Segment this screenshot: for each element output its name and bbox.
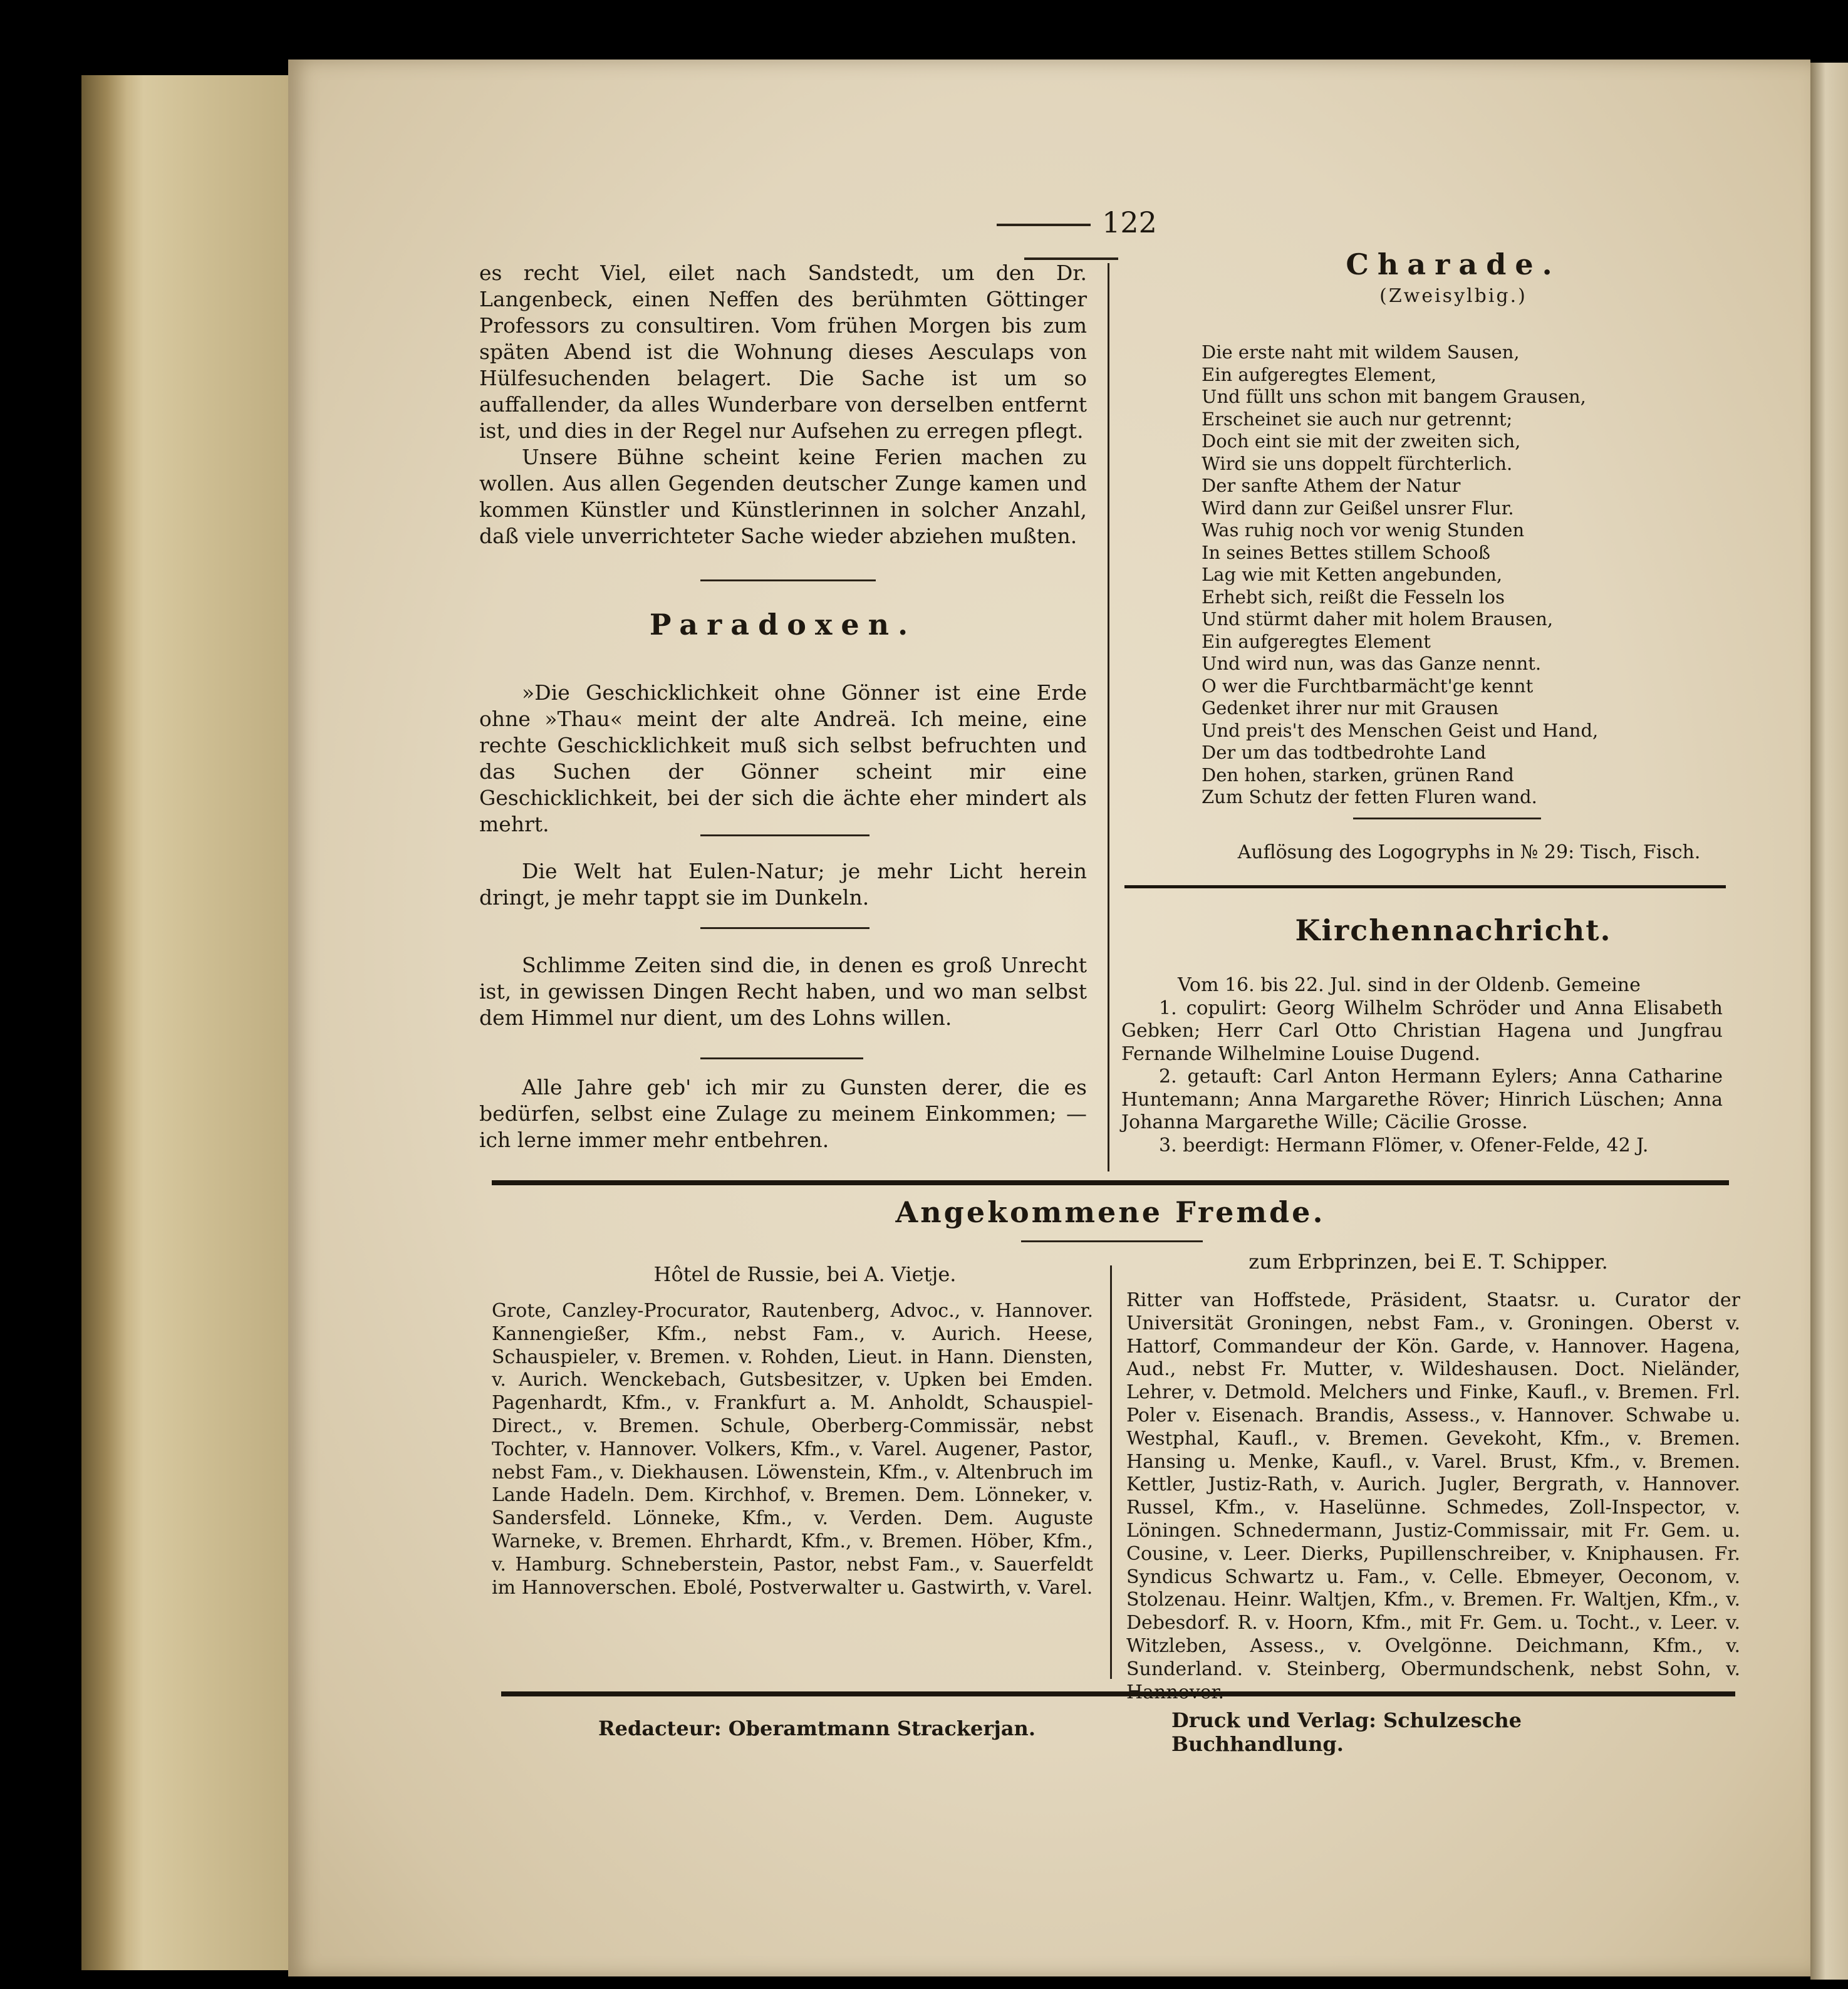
poem-line: O wer die Furchtbarmächt'ge kennt <box>1202 675 1534 697</box>
poem-line: Ein aufgeregtes Element <box>1202 630 1431 652</box>
church-paragraph: Vom 16. bis 22. Jul. sind in der Oldenb. Gemeine <box>1178 974 1641 996</box>
separator-rule <box>700 579 876 581</box>
publisher-credit: Druck und Verlag: Schulzesche Buchhandlung. <box>1171 1708 1522 1756</box>
erbprinzen-heading: zum Erbprinzen, bei E. T. Schipper. <box>1248 1250 1608 1274</box>
poem-line: Gedenket ihrer nur mit Grausen <box>1202 697 1499 719</box>
poem-line: Zum Schutz der fetten Fluren wand. <box>1202 786 1537 808</box>
paradox-text: Schlimme Zeiten sind die, in denen es groß Unrecht ist, in gewissen Dingen Recht haben, und wo man selbst dem Himmel nur dient, um des Lohns willen. <box>479 953 1087 1030</box>
separator-rule <box>700 927 869 929</box>
book-page-edges <box>81 75 288 1970</box>
fremde-column-divider <box>1110 1265 1112 1679</box>
church-news <box>1121 974 1723 1157</box>
poem-line: Wird sie uns doppelt fürchterlich. <box>1202 452 1513 474</box>
poem-line: Den hohen, starken, grünen Rand <box>1202 764 1514 786</box>
poem-line: In seines Bettes stillem Schooß <box>1202 541 1490 563</box>
paradox-text: Alle Jahre geb' ich mir zu Gunsten derer, die es bedürfen, selbst eine Zulage zu meinem Einkommen; — ich lerne immer mehr entbehren. <box>479 1075 1087 1152</box>
poem-line: Erhebt sich, reißt die Fesseln los <box>1202 586 1505 608</box>
editor-credit: Redacteur: Oberamtmann Strackerjan. <box>598 1716 1036 1740</box>
hotel-russie-heading: Hôtel de Russie, bei A. Vietje. <box>653 1262 957 1286</box>
poem-line: Ein aufgeregtes Element, <box>1202 363 1437 385</box>
church-paragraph: 1. copulirt: Georg Wilhelm Schröder und Anna Elisabeth Gebken; Herr Carl Otto Christian Hagena und Jungfrau Fernande Wilhelmine Louise Dugend. <box>1121 997 1723 1065</box>
church-paragraph: 2. getauft: Carl Anton Hermann Eylers; Anna Catharine Huntemann; Anna Margarethe Röver; Hinrich Lüschen; Anna Johanna Margarethe Wille; Cäcilie Grosse. <box>1121 1066 1723 1133</box>
poem-line: Und preis't des Menschen Geist und Hand, <box>1202 719 1599 741</box>
church-news-title: Kirchennachricht. <box>1295 913 1612 947</box>
left-article <box>479 260 1087 549</box>
poem-line: Was ruhig noch vor wenig Stunden <box>1202 519 1525 541</box>
section-rule <box>1124 885 1726 888</box>
separator-rule <box>1353 818 1541 819</box>
paradox-1 <box>479 680 1087 838</box>
poem-line: Und stürmt daher mit holem Brausen, <box>1202 608 1554 630</box>
charade-poem <box>1202 341 1765 809</box>
paradox-text: »Die Geschicklichkeit ohne Gönner ist eine Erde ohne »Thau« meint der alte Andreä. Ich meine, eine rechte Geschicklichkeit muß sich selbst befruchten und das Suchen der Gönner scheint mir eine Geschicklichkeit, bei der sich die ächte eher mindert als mehrt. <box>479 680 1087 836</box>
paradox-2 <box>479 858 1087 911</box>
article-paragraph: Unsere Bühne scheint keine Ferien machen zu wollen. Aus allen Gegenden deutscher Zunge kamen und kommen Künstler und Künstlerinnen in solcher Anzahl, daß viele unverrichteter Sache wieder abziehen mußten. <box>479 445 1087 548</box>
hotel-russie-guests: Grote, Canzley-Procurator, Rautenberg, Advoc., v. Hannover. Kannengießer, Kfm., nebst Fam., v. Aurich. Heese, Schauspieler, v. Bremen. v. Rohden, Lieut. in Hann. Diensten, v. Aurich. Wenckebach, Gutsbesitzer, v. Upken bei Emden. Pagenhardt, Kfm., v. Frankfurt a. M. Anholdt, Schauspiel-Direct., v. Bremen. Schule, Oberberg-Commissär, nebst Tochter, v. Hannover. Volkers, Kfm., v. Varel. Augener, Pastor, nebst Fam., v. Diekhausen. Löwenstein, Kfm., v. Altenbruch im Lande Hadeln. Dem. Kirchhof, v. Bremen. Dem. Lönneker, v. Sandersfeld. Lönneke, Kfm., v. Verden. Dem. Auguste Warneke, v. Bremen. Ehrhardt, Kfm., v. Bremen. Höber, Kfm., v. Hamburg. Schneberstein, Pastor, nebst Fam., v. Sauerfeldt im Hannoverschen. Ebolé, Postverwalter u. Gastwirth, v. Varel. <box>492 1300 1093 1599</box>
poem-line: Und füllt uns schon mit bangem Grausen, <box>1202 386 1586 407</box>
poem-line: Doch eint sie mit der zweiten sich, <box>1202 430 1521 452</box>
paradox-4 <box>479 1074 1087 1153</box>
separator-rule <box>1021 1240 1203 1242</box>
section-rule-thick <box>492 1180 1729 1185</box>
next-page-edge <box>1810 63 1848 1980</box>
erbprinzen-guests: Ritter van Hoffstede, Präsident, Staatsr. u. Curator der Universität Groningen, nebst Fam., v. Groningen. Oberst v. Hattorf, Commandeur der Kön. Garde, v. Hannover. Hagena, Aud., nebst Fr. Mutter, v. Wildeshausen. Doct. Nieländer, Lehrer, v. Detmold. Melchers und Finke, Kaufl., v. Bremen. Frl. Poler v. Eisenach. Brandis, Assess., v. Hannover. Schwabe u. Westphal, Kaufl., v. Bremen. Gevekoht, Kfm., v. Bremen. Hansing u. Menke, Kaufl., v. Varel. Brust, Kfm., v. Bremen. Kettler, Justiz-Rath, v. Aurich. Jugler, Bergrath, v. Hannover. Russel, Kfm., v. Haselünne. Schmedes, Zoll-Inspector, v. Löningen. Schnedermann, Justiz-Commissair, mit Fr. Gem. u. Cousine, v. Leer. Dierks, Pupillenschreiber, v. Kniphausen. Fr. Syndicus Schwartz u. Fam., v. Celle. Ebmeyer, Oeconom, v. Stolzenau. Heinr. Waltjen, Kfm., v. Bremen. Fr. Waltjen, Kfm., v. Debesdorf. R. v. Hoorn, Kfm., mit Fr. Gem. u. Tocht., v. Leer. v. Witzleben, Assess., v. Ovelgönne. Deichmann, Kfm., v. Sunderland. v. Steinberg, Obermundschenk, nebst Sohn, v. Hannover. <box>1126 1289 1740 1703</box>
separator-rule <box>700 1057 863 1059</box>
page-number-dash-left <box>997 224 1091 226</box>
article-paragraph: es recht Viel, eilet nach Sandstedt, um den Dr. Langenbeck, einen Neffen des berühmten Göttinger Professors zu consultiren. Vom frühen Morgen bis zum späten Abend ist die Wohnung dieses Aesculaps von Hülfesuchenden belagert. Die Sache ist um so auffallender, da alles Wunderbare von derselben entfernt ist, und dies in der Regel nur Aufsehen zu erregen pflegt. <box>479 261 1087 443</box>
logogryph-solution: Auflösung des Logogryphs in № 29: Tisch, Fisch. <box>1237 841 1701 863</box>
poem-line: Der sanfte Athem der Natur <box>1202 475 1461 496</box>
paradox-text: Die Welt hat Eulen-Natur; je mehr Licht herein dringt, je mehr tappt sie im Dunkeln. <box>479 859 1087 910</box>
poem-line: Und wird nun, was das Ganze nennt. <box>1202 653 1542 674</box>
poem-line: Wird dann zur Geißel unsrer Flur. <box>1202 497 1514 519</box>
fremde-title: Angekommene Fremde. <box>895 1195 1326 1229</box>
column-divider <box>1108 263 1109 1171</box>
poem-line: Der um das todtbedrohte Land <box>1202 742 1487 763</box>
page-number-text: 122 <box>1102 205 1157 239</box>
charade-title: Charade. <box>1346 247 1561 281</box>
church-paragraph: 3. beerdigt: Hermann Flömer, v. Ofener-Felde, 42 J. <box>1159 1134 1649 1156</box>
poem-line: Lag wie mit Ketten angebunden, <box>1202 564 1503 585</box>
paradoxen-title: Paradoxen. <box>649 608 917 641</box>
poem-line: Erscheinet sie auch nur getrennt; <box>1202 408 1513 430</box>
separator-rule <box>700 834 869 836</box>
poem-line: Die erste naht mit wildem Sausen, <box>1202 341 1520 363</box>
charade-subtitle: (Zweisylbig.) <box>1379 285 1527 307</box>
paradox-3 <box>479 952 1087 1031</box>
footer-rule <box>501 1691 1735 1696</box>
